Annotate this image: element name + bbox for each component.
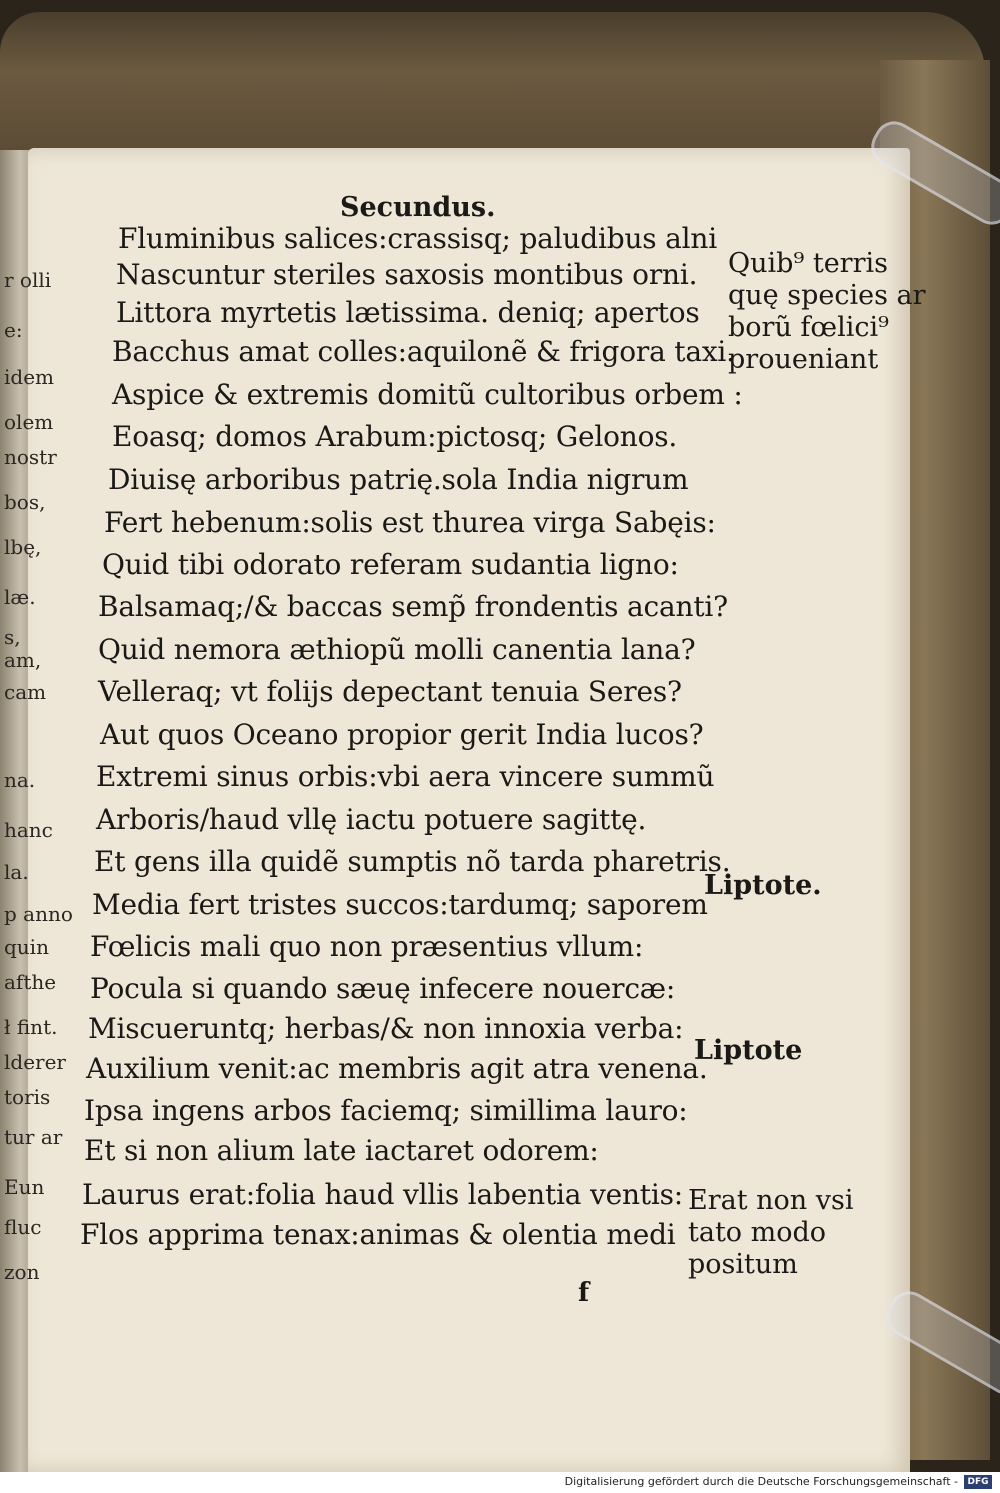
- verse-line: Balsamaq;/& baccas semp̃ frondentis acanti?: [98, 590, 728, 623]
- verse-line: Fluminibus salices:crassisq; paludibus alni: [118, 222, 717, 255]
- margin-note: Liptote.: [704, 870, 822, 901]
- verse-line: Nascuntur steriles saxosis montibus orni.: [116, 258, 698, 291]
- left-fragment: bos,: [4, 490, 46, 514]
- dfg-logo: DFG: [964, 1475, 992, 1489]
- margin-note: Erat non vsi tato modo positum: [688, 1185, 854, 1280]
- verse-line: Aut quos Oceano propior gerit India lucos?: [100, 718, 704, 751]
- verse-line: Pocula si quando sæuę infecere nouercæ:: [90, 972, 676, 1005]
- left-fragment: la.: [4, 860, 29, 884]
- verse-line: Extremi sinus orbis:vbi aera vincere summũ: [96, 760, 715, 793]
- left-fragment: ł fint.: [4, 1015, 58, 1039]
- verse-line: Quid nemora æthiopũ molli canentia lana?: [98, 633, 696, 666]
- verse-line: Arboris/haud vllę iactu potuere sagittę.: [96, 803, 647, 836]
- verse-line: Bacchus amat colles:aquilonẽ & frigora taxi.: [112, 335, 735, 368]
- footer-bar: [0, 1472, 1000, 1493]
- left-fragment: olem: [4, 410, 54, 434]
- left-fragment: lbę,: [4, 535, 42, 559]
- left-fragment: p anno: [4, 902, 73, 926]
- left-fragment: lderer: [4, 1050, 66, 1074]
- verse-line: Miscueruntq; herbas/& non innoxia verba:: [88, 1012, 684, 1045]
- verse-line: Fœlicis mali quo non præsentius vllum:: [90, 930, 644, 963]
- running-head: Secundus.: [340, 192, 496, 223]
- left-fragment: idem: [4, 365, 54, 389]
- verse-line: Velleraq; vt folijs depectant tenuia Seres?: [98, 675, 682, 708]
- left-fragment: toris: [4, 1085, 51, 1109]
- margin-note: Liptote: [694, 1035, 803, 1066]
- left-fragment: Eun: [4, 1175, 45, 1199]
- left-fragment: e:: [4, 318, 23, 342]
- footer-credit: Digitalisierung gefördert durch die Deutsche Forschungsgemeinschaft -: [564, 1475, 958, 1488]
- verse-line: Eoasq; domos Arabum:pictosq; Gelonos.: [112, 420, 678, 453]
- verse-line: Et si non alium late iactaret odorem:: [84, 1134, 599, 1167]
- left-fragment: tur ar: [4, 1125, 63, 1149]
- verse-line: Quid tibi odorato referam sudantia ligno:: [102, 548, 679, 581]
- left-fragment: hanc: [4, 818, 53, 842]
- verse-line: Aspice & extremis domitũ cultoribus orbem :: [112, 378, 743, 411]
- verse-line: Et gens illa quidẽ sumptis nõ tarda pharetris.: [94, 845, 731, 878]
- verse-line: Media fert tristes succos:tardumq; saporem: [92, 888, 708, 921]
- left-fragment: afthe: [4, 970, 57, 994]
- verse-line: Fert hebenum:solis est thurea virga Sabęis:: [104, 506, 716, 539]
- left-fragment: fluc: [4, 1215, 42, 1239]
- left-fragment: am,: [4, 648, 42, 672]
- margin-note: Quib⁹ terris quę species ar borũ fœlici⁹ proueniant: [728, 248, 926, 375]
- verse-line: Ipsa ingens arbos faciemq; simillima lauro:: [84, 1094, 688, 1127]
- left-fragment: quin: [4, 935, 49, 959]
- left-fragment: r olli: [4, 268, 52, 292]
- signature-mark: f: [578, 1278, 590, 1308]
- book-top-edge: [0, 12, 985, 162]
- left-fragment: zon: [4, 1260, 40, 1284]
- verse-line: Laurus erat:folia haud vllis labentia ventis:: [82, 1178, 684, 1211]
- left-fragment: na.: [4, 768, 36, 792]
- verse-line: Littora myrtetis lætissima. deniq; apertos: [116, 296, 700, 329]
- left-fragment: læ.: [4, 585, 36, 609]
- left-fragment: nostr: [4, 445, 57, 469]
- verse-line: Diuisę arboribus patrię.sola India nigrum: [108, 463, 689, 496]
- left-fragment: s,: [4, 625, 21, 649]
- verse-line: Flos apprima tenax:animas & olentia medi: [80, 1218, 676, 1251]
- left-fragment: cam: [4, 680, 47, 704]
- verse-line: Auxilium venit:ac membris agit atra venena.: [86, 1052, 708, 1085]
